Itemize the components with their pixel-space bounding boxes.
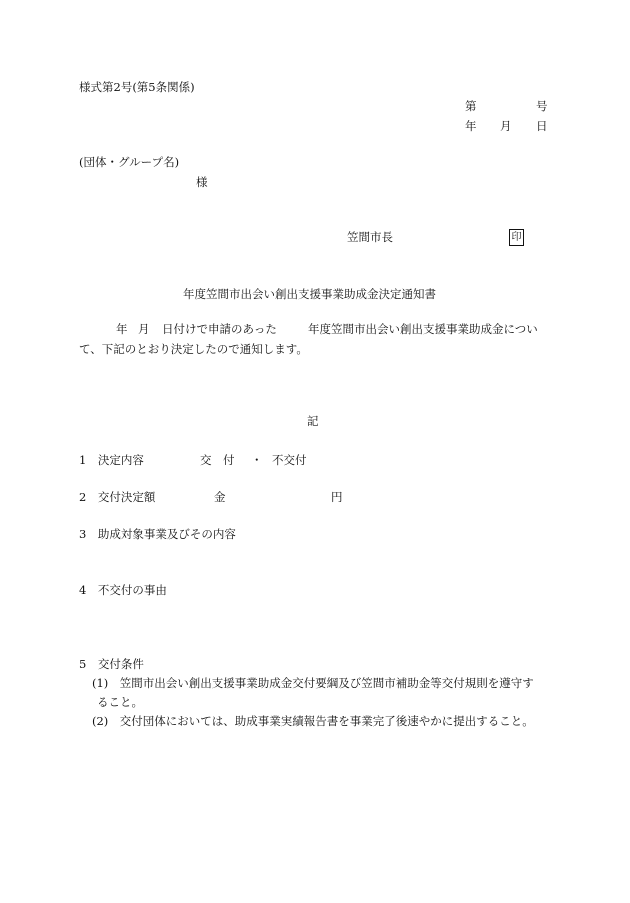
body-line2: て、下記のとおり決定したので通知します。 bbox=[79, 342, 308, 356]
item2-label: 2 交付決定額 bbox=[79, 490, 156, 504]
document-number-go: 号 bbox=[536, 99, 548, 113]
recipient-name: (団体・グループ名) bbox=[79, 155, 180, 169]
body-date-clause: 日付けで申請のあった bbox=[162, 322, 277, 336]
ki-heading: 記 bbox=[307, 414, 319, 428]
item3-label: 3 助成対象事業及びその内容 bbox=[79, 527, 236, 541]
date-day: 日 bbox=[536, 119, 548, 133]
seal-mark: 印 bbox=[509, 229, 524, 246]
item5-label: 5 交付条件 bbox=[79, 657, 144, 671]
item5-condition1-line1: (1) 笠間市出会い創出支援事業助成金交付要綱及び笠間市補助金等交付規則を遵守す bbox=[92, 676, 534, 690]
body-line1-rest: 年度笠間市出会い創出支援事業助成金につい bbox=[308, 322, 538, 336]
recipient-honorific: 様 bbox=[196, 175, 208, 189]
item2-kin: 金 bbox=[214, 490, 226, 504]
item1-label: 1 決定内容 bbox=[79, 453, 144, 467]
document-title: 年度笠間市出会い創出支援事業助成金決定通知書 bbox=[183, 287, 436, 301]
form-number: 様式第2号(第5条関係) bbox=[79, 80, 195, 94]
document-number-dai: 第 bbox=[465, 99, 477, 113]
item5-condition1-line2: ること。 bbox=[97, 695, 143, 709]
item5-condition2: (2) 交付団体においては、助成事業実績報告書を事業完了後速やかに提出すること。 bbox=[92, 714, 534, 728]
date-month: 月 bbox=[500, 119, 512, 133]
body-year: 年 bbox=[116, 322, 128, 336]
item1-choice-kofu: 交 付 bbox=[200, 453, 235, 467]
sender-title: 笠間市長 bbox=[347, 230, 393, 244]
item2-yen: 円 bbox=[331, 490, 343, 504]
body-month: 月 bbox=[138, 322, 150, 336]
item1-choice-fukofu: 不交付 bbox=[272, 453, 307, 467]
date-year: 年 bbox=[465, 119, 477, 133]
item4-label: 4 不交付の事由 bbox=[79, 583, 167, 597]
item1-separator: ・ bbox=[251, 453, 263, 467]
